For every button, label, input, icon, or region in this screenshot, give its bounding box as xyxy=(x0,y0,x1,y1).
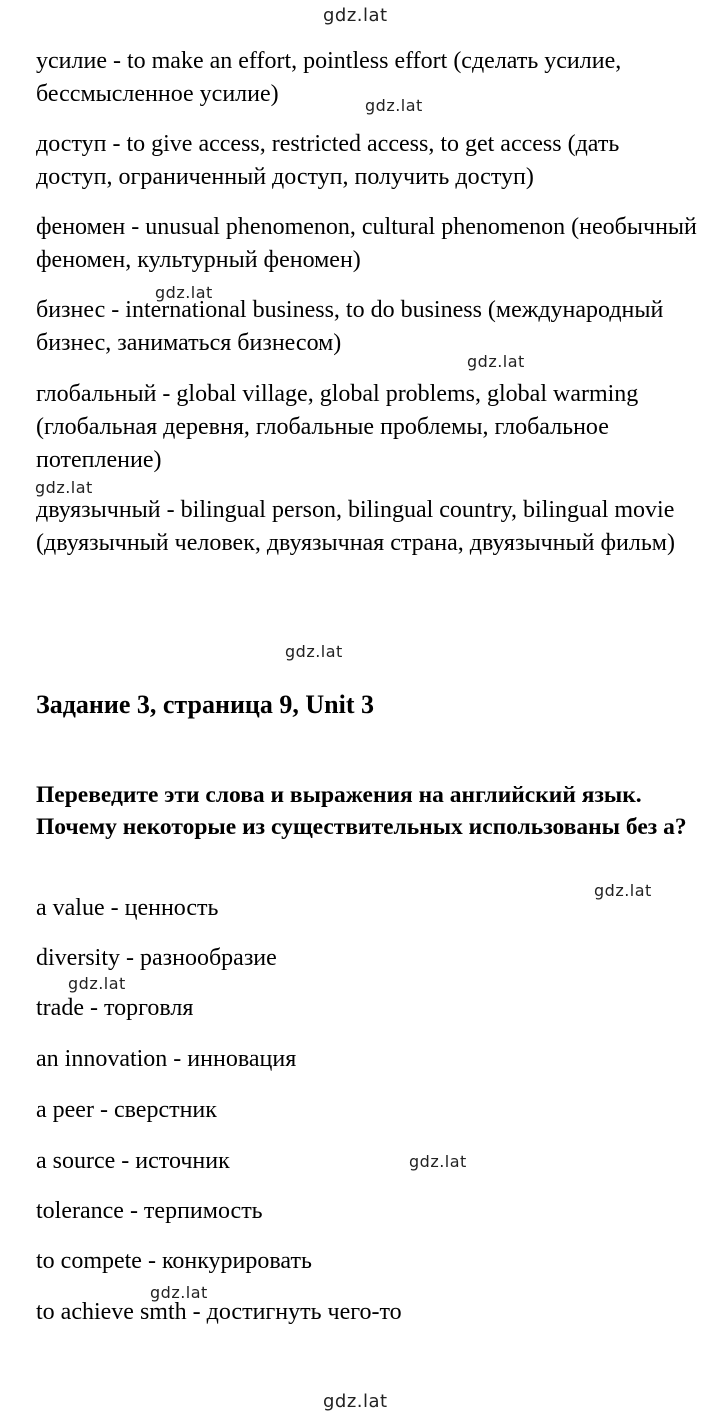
vocab-item: an innovation - инновация xyxy=(36,1046,297,1072)
watermark: gdz.lat xyxy=(150,1283,208,1302)
watermark: gdz.lat xyxy=(68,974,126,993)
vocab-item: a peer - сверстник xyxy=(36,1097,217,1123)
watermark: gdz.lat xyxy=(365,96,423,115)
entry-effort: усилие - to make an effort, pointless effort (сделать усилие, бессмысленное усилие) xyxy=(36,48,622,107)
watermark: gdz.lat xyxy=(467,352,525,371)
watermark: gdz.lat xyxy=(155,283,213,302)
vocab-item: diversity - разнообразие xyxy=(36,945,277,971)
entry-access: доступ - to give access, restricted access, to get access (дать доступ, ограниченный доступ, получить доступ) xyxy=(36,131,620,190)
watermark: gdz.lat xyxy=(35,478,93,497)
entry-phenomenon: феномен - unusual phenomenon, cultural phenomenon (необычный феномен, культурный феномен) xyxy=(36,214,697,273)
watermark: gdz.lat xyxy=(594,881,652,900)
vocab-item: trade - торговля xyxy=(36,995,194,1021)
entry-bilingual: двуязычный - bilingual person, bilingual country, bilingual movie (двуязычный человек, двуязычная страна, двуязычный фильм) xyxy=(36,497,675,556)
entry-business: бизнес - international business, to do business (международный бизнес, заниматься бизнесом) xyxy=(36,297,664,356)
vocab-item: a value - ценность xyxy=(36,895,219,921)
vocab-item: to achieve smth - достигнуть чего-то xyxy=(36,1299,402,1325)
task-instruction: Переведите эти слова и выражения на английский язык. Почему некоторые из существительных использованы без a? xyxy=(36,782,687,840)
watermark: gdz.lat xyxy=(409,1152,467,1171)
vocab-item: to compete - конкурировать xyxy=(36,1248,312,1274)
watermark: gdz.lat xyxy=(285,642,343,661)
section-heading: Задание 3, страница 9, Unit 3 xyxy=(36,690,375,719)
watermark: gdz.lat xyxy=(323,5,388,26)
entry-global: глобальный - global village, global problems, global warming (глобальная деревня, глобальные проблемы, глобальное потепление) xyxy=(36,381,639,473)
vocab-item: a source - источник xyxy=(36,1148,230,1174)
watermark: gdz.lat xyxy=(323,1391,388,1412)
vocab-item: tolerance - терпимость xyxy=(36,1198,263,1224)
